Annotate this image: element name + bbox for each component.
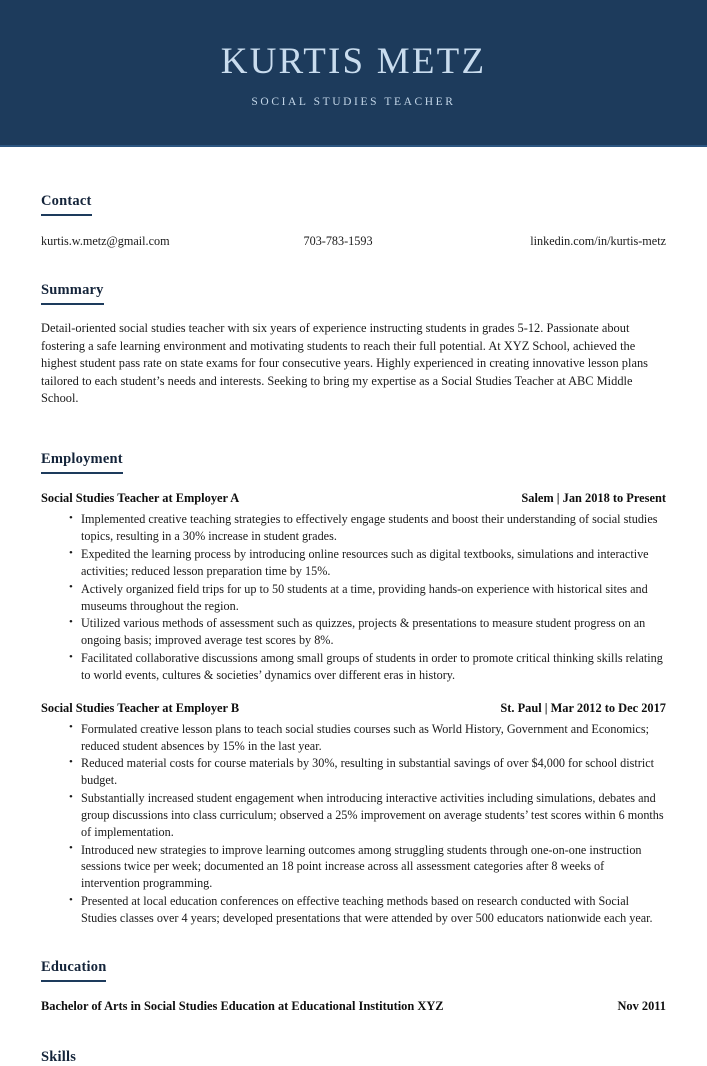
job-bullet-list [41,511,666,683]
employment-section [41,420,666,926]
job-header [41,491,666,506]
job-bullet-list [41,721,666,927]
education-heading: Education [41,959,106,982]
summary-heading: Summary [41,282,104,305]
contact-email[interactable]: kurtis.w.metz@gmail.com [41,234,170,248]
contact-row [41,234,666,249]
job-title: Social Studies Teacher at Employer B [41,700,240,715]
job-entry [41,701,666,927]
candidate-name: KURTIS METZ [220,41,487,83]
resume-body [0,147,707,1066]
employment-heading: Employment [41,451,123,474]
job-bullet: • Expedited the learning process by introducing online resources such as digital textbooks, simulations and interactive activities; reduced lesson preparation time by 15%. [69,546,666,580]
education-entry [41,999,666,1014]
education-section [41,928,666,1014]
summary-text: Detail-oriented social studies teacher with six years of experience instructing students in grades 5-12. Passionate about fostering a safe learning environment and motivating students to reach their full potential. At XYZ School, achieved the highest student pass rate on state exams for four consecutive years. Highly experienced in creating innovative lesson plans tailored to each student’s needs and interests. Seeking to bring my expertise as a Social Studies Teacher at ABC Middle School. [41,321,648,406]
job-bullet: • Presented at local education conferences on effective teaching methods based on research conducted with Social Studies classes over 4 years; developed presentations that were attended by over 500 educators nationwide each year. [69,893,666,927]
resume-header-banner [0,0,707,147]
job-bullet: • Formulated creative lesson plans to teach social studies courses such as World History, Government and Economics; reduced student absences by 15% in the last year. [69,721,666,755]
job-bullet: • Utilized various methods of assessment such as quizzes, projects & presentations to measure student progress on an ongoing basis; improved average test scores by 8%. [69,615,666,649]
job-bullet: • Substantially increased student engagement when introducing interactive activities including simulations, debates and group discussions into class curriculum; observed a 25% improvement on average students’ test scores within 6 months of implementation. [69,790,666,840]
job-bullet: • Introduced new strategies to improve learning outcomes among struggling students through one-on-one instruction sessions twice per week; documented an 18 point increase across all assessment categories after 8 weeks of intervention programming. [69,842,666,892]
contact-heading: Contact [41,193,92,216]
skills-section [41,1014,666,1066]
job-bullet: • Actively organized field trips for up to 50 students at a time, providing hands-on experience with historical sites and museums throughout the region. [69,581,666,615]
summary-section [41,249,666,408]
contact-linkedin[interactable]: linkedin.com/in/kurtis-metz [530,234,666,248]
job-bullet: • Facilitated collaborative discussions among small groups of students in order to promote critical thinking skills relating to world events, cultures & societies’ dynamics over different eras in history. [69,650,666,684]
job-location-dates: Salem | Jan 2018 to Present [521,491,666,506]
education-degree: Bachelor of Arts in Social Studies Education at Educational Institution XYZ [41,998,444,1013]
job-bullet: • Implemented creative teaching strategies to effectively engage students and boost their understanding of social studies topics, resulting in a 30% increase in student grades. [69,511,666,545]
job-bullet: • Reduced material costs for course materials by 30%, resulting in substantial savings of over $4,000 for school district budget. [69,755,666,789]
job-location-dates: St. Paul | Mar 2012 to Dec 2017 [500,700,666,715]
education-date: Nov 2011 [617,998,666,1013]
job-title: Social Studies Teacher at Employer A [41,491,240,506]
contact-phone[interactable]: 703-783-1593 [303,234,373,248]
job-entry [41,491,666,683]
contact-section [41,147,666,249]
skills-heading: Skills [41,1048,77,1065]
job-header [41,701,666,716]
candidate-job-title: SOCIAL STUDIES TEACHER [251,95,456,108]
